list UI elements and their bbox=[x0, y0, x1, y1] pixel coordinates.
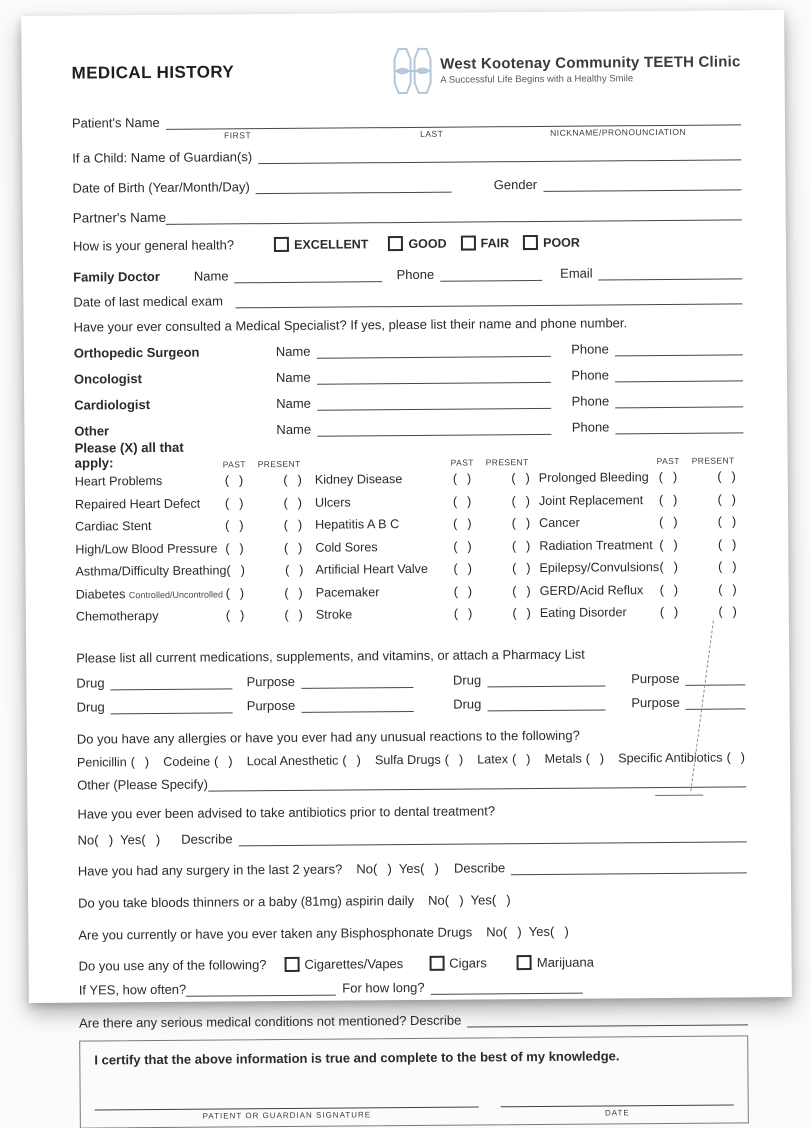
condition-label: Asthma/Difficulty Breathing bbox=[75, 564, 226, 579]
allergies-question: Do you have any allergies or have you ever had any unusual reactions to the following? bbox=[77, 727, 580, 746]
condition-hepatitis bbox=[315, 512, 531, 536]
past-present-marks bbox=[659, 492, 737, 507]
cigars-label: Cigars bbox=[449, 955, 487, 970]
condition-label: Pacemaker bbox=[316, 584, 454, 599]
allergy-mark[interactable]: ( ) bbox=[342, 753, 361, 767]
drug-line[interactable] bbox=[487, 696, 605, 711]
phone-label: Phone bbox=[571, 367, 609, 382]
bisphosphonate-row bbox=[78, 922, 747, 942]
purpose-label: Purpose bbox=[246, 673, 295, 688]
condition-pacemaker bbox=[316, 580, 532, 604]
gender-line[interactable] bbox=[543, 176, 741, 192]
conditions-column-1 bbox=[75, 449, 304, 628]
past-mark[interactable]: ( ) bbox=[659, 560, 679, 574]
medical-history-form-page bbox=[21, 10, 792, 1003]
past-mark[interactable]: ( ) bbox=[225, 474, 244, 488]
condition-blood-pressure bbox=[75, 536, 303, 560]
past-present-marks bbox=[659, 515, 737, 530]
frequency-row bbox=[79, 977, 748, 997]
condition-label: Epilepsy/Convulsions bbox=[539, 560, 659, 575]
other-specialist-label: Other bbox=[74, 422, 256, 438]
present-mark[interactable]: ( ) bbox=[512, 561, 531, 575]
condition-label: Radiation Treatment bbox=[539, 538, 659, 553]
present-mark[interactable]: ( ) bbox=[512, 606, 532, 620]
date-line[interactable] bbox=[501, 1092, 734, 1107]
dob-label: Date of Birth (Year/Month/Day) bbox=[72, 179, 249, 195]
health-option-fair bbox=[461, 235, 510, 250]
condition-label: Eating Disorder bbox=[540, 605, 660, 620]
condition-label: Stroke bbox=[316, 607, 454, 622]
general-health-question: How is your general health? bbox=[73, 237, 234, 253]
present-mark[interactable]: ( ) bbox=[511, 471, 530, 485]
page-title: MEDICAL HISTORY bbox=[72, 62, 235, 83]
condition-ulcers bbox=[315, 490, 531, 514]
drug-label: Drug bbox=[77, 699, 105, 714]
condition-label: Chemotherapy bbox=[76, 609, 226, 624]
other-name-line[interactable] bbox=[317, 421, 552, 437]
past-mark[interactable]: ( ) bbox=[659, 493, 679, 507]
drug-label: Drug bbox=[453, 672, 481, 687]
present-mark[interactable]: ( ) bbox=[285, 563, 304, 577]
clinic-name: West Kootenay Community TEETH Clinic bbox=[440, 53, 740, 72]
past-mark[interactable]: ( ) bbox=[226, 586, 245, 600]
partner-name-label: Partner's Name bbox=[73, 210, 166, 226]
allergy-label: Metals bbox=[545, 751, 582, 765]
past-present-marks bbox=[454, 584, 532, 599]
condition-kidney-disease bbox=[315, 467, 531, 491]
allergy-items-row bbox=[77, 750, 746, 769]
specialist-row-cardiologist bbox=[74, 392, 743, 412]
present-mark[interactable]: ( ) bbox=[284, 496, 304, 510]
present-mark[interactable]: ( ) bbox=[284, 586, 304, 600]
name-label: Name bbox=[276, 370, 311, 385]
medication-row-2 bbox=[77, 694, 746, 714]
condition-cardiac-stent bbox=[75, 514, 303, 538]
condition-label: Heart Problems bbox=[75, 474, 225, 489]
drug-line[interactable] bbox=[487, 672, 605, 687]
teeth-logo-icon bbox=[392, 47, 432, 95]
fd-name-label: Name bbox=[194, 268, 229, 283]
signature-label: PATIENT OR GUARDIAN SIGNATURE bbox=[95, 1109, 479, 1121]
past-present-header bbox=[223, 459, 303, 470]
present-mark[interactable]: ( ) bbox=[718, 492, 738, 506]
guardian-line[interactable] bbox=[258, 146, 741, 164]
present-label: PRESENT bbox=[692, 455, 735, 465]
yes-mark[interactable]: ( ) bbox=[141, 831, 161, 846]
condition-label: GERD/Acid Reflux bbox=[540, 583, 660, 598]
bisphosphonate-question: Are you currently or have you ever taken any Bisphosphonate Drugs bbox=[78, 924, 472, 942]
certification-box bbox=[79, 1035, 749, 1128]
poor-checkbox[interactable] bbox=[523, 235, 538, 250]
no-mark[interactable]: ( ) bbox=[503, 924, 523, 939]
past-present-marks bbox=[453, 471, 531, 486]
clinic-brand bbox=[392, 44, 741, 95]
fd-name-line[interactable] bbox=[235, 268, 383, 283]
allergy-penicillin bbox=[77, 755, 150, 770]
allergy-label: Codeine bbox=[163, 754, 210, 768]
condition-stroke bbox=[316, 602, 532, 626]
blood-thinners-row bbox=[78, 890, 747, 910]
marijuana-label: Marijuana bbox=[537, 954, 594, 969]
past-present-marks bbox=[659, 560, 737, 575]
serious-conditions-question: Are there any serious medical conditions not mentioned? Describe bbox=[79, 1012, 461, 1030]
past-label: PAST bbox=[657, 456, 680, 466]
condition-cold-sores bbox=[315, 535, 531, 559]
guardian-row bbox=[72, 145, 741, 165]
excellent-checkbox[interactable] bbox=[274, 237, 289, 252]
past-present-marks bbox=[659, 537, 737, 552]
no-mark[interactable]: ( ) bbox=[94, 832, 114, 847]
fd-phone-label: Phone bbox=[396, 267, 434, 282]
tobacco-option-marijuana bbox=[517, 954, 594, 970]
yes-mark[interactable]: ( ) bbox=[420, 860, 440, 875]
condition-artificial-heart-valve bbox=[315, 557, 531, 581]
yes-mark[interactable]: ( ) bbox=[550, 923, 570, 938]
specialist-row-orthopedic bbox=[74, 340, 743, 360]
condition-label: Artificial Heart Valve bbox=[315, 562, 453, 577]
describe-label: Describe bbox=[181, 831, 232, 846]
condition-asthma bbox=[75, 559, 303, 583]
allergy-label: Local Anesthetic bbox=[247, 753, 339, 768]
condition-label: Hepatitis A B C bbox=[315, 517, 453, 532]
allergies-question-row bbox=[77, 726, 746, 746]
allergy-other-row bbox=[77, 772, 746, 792]
past-present-marks bbox=[225, 496, 303, 511]
purpose-line[interactable] bbox=[301, 673, 413, 688]
form-header bbox=[71, 44, 740, 97]
allergy-label: Latex bbox=[477, 752, 508, 766]
present-mark[interactable]: ( ) bbox=[283, 473, 302, 487]
how-often-line[interactable] bbox=[186, 981, 336, 996]
partner-name-line[interactable] bbox=[166, 206, 742, 225]
family-doctor-label: Family Doctor bbox=[73, 269, 160, 285]
certification-statement: I certify that the above information is true and complete to the best of my knowledge. bbox=[94, 1047, 733, 1067]
past-mark[interactable]: ( ) bbox=[659, 538, 679, 552]
past-mark[interactable]: ( ) bbox=[225, 519, 244, 533]
purpose-line[interactable] bbox=[301, 697, 413, 712]
past-mark[interactable]: ( ) bbox=[453, 494, 472, 508]
present-label: PRESENT bbox=[258, 459, 301, 469]
past-present-header bbox=[451, 457, 531, 468]
last-exam-row bbox=[73, 289, 742, 309]
fd-email-label: Email bbox=[560, 266, 593, 281]
past-present-marks bbox=[225, 541, 303, 556]
orthopedic-phone-line[interactable] bbox=[615, 341, 743, 356]
condition-cancer bbox=[539, 510, 737, 534]
present-mark[interactable]: ( ) bbox=[718, 560, 737, 574]
condition-heart-problems bbox=[75, 469, 303, 493]
condition-label: Ulcers bbox=[315, 494, 453, 509]
serious-conditions-row bbox=[79, 1010, 748, 1030]
allergy-mark[interactable]: ( ) bbox=[726, 750, 746, 764]
clinic-text bbox=[440, 53, 741, 85]
past-present-marks bbox=[225, 518, 303, 533]
drug-label: Drug bbox=[453, 696, 481, 711]
past-mark[interactable]: ( ) bbox=[225, 541, 244, 555]
surgery-row bbox=[78, 858, 747, 878]
cigarettes-checkbox[interactable] bbox=[284, 956, 299, 971]
yes-label: Yes bbox=[399, 860, 420, 875]
purpose-label: Purpose bbox=[631, 670, 680, 685]
general-health-row bbox=[73, 233, 742, 253]
yes-mark[interactable]: ( ) bbox=[492, 892, 512, 907]
past-mark[interactable]: ( ) bbox=[226, 564, 245, 578]
health-option-excellent bbox=[274, 236, 368, 252]
health-option-poor bbox=[523, 235, 580, 250]
purpose-label: Purpose bbox=[247, 697, 296, 712]
past-present-marks bbox=[453, 494, 531, 509]
antibiotics-question-row bbox=[77, 801, 746, 821]
past-mark[interactable]: ( ) bbox=[659, 470, 679, 484]
oncologist-name-line[interactable] bbox=[317, 369, 552, 385]
health-option-good bbox=[388, 236, 446, 251]
past-label: PAST bbox=[451, 457, 474, 467]
antibiotics-question: Have you ever been advised to take antibiotics prior to dental treatment? bbox=[77, 803, 495, 821]
allergy-specific-antibiotics bbox=[618, 750, 746, 765]
phone-label: Phone bbox=[571, 341, 609, 356]
sublabel-last: LAST bbox=[420, 129, 443, 139]
condition-label: Repaired Heart Defect bbox=[75, 496, 225, 511]
cardiologist-label: Cardiologist bbox=[74, 396, 256, 412]
condition-radiation-treatment bbox=[539, 533, 737, 557]
past-mark[interactable]: ( ) bbox=[225, 496, 244, 510]
condition-label: Cancer bbox=[539, 515, 659, 530]
condition-label: Diabetes Controlled/Uncontrolled bbox=[76, 586, 226, 601]
specialist-question: Have your ever consulted a Medical Specialist? If yes, please list their name and phone number. bbox=[74, 315, 628, 334]
tobacco-row bbox=[79, 953, 748, 973]
tobacco-option-cigarettes bbox=[284, 956, 403, 972]
present-mark[interactable]: ( ) bbox=[512, 539, 531, 553]
yes-label: Yes bbox=[120, 832, 141, 847]
name-label: Name bbox=[276, 422, 311, 437]
present-mark[interactable]: ( ) bbox=[284, 541, 304, 555]
scan-artifact-stray-mark bbox=[655, 795, 703, 796]
name-label: Name bbox=[276, 396, 311, 411]
antibiotics-answer-row bbox=[78, 827, 747, 847]
allergy-label: Penicillin bbox=[77, 755, 127, 769]
allergy-latex bbox=[477, 752, 531, 766]
cardiologist-name-line[interactable] bbox=[317, 395, 552, 411]
medications-intro-row bbox=[76, 645, 745, 665]
specialist-question-row bbox=[74, 314, 743, 334]
last-exam-line[interactable] bbox=[235, 290, 743, 308]
present-mark[interactable]: ( ) bbox=[512, 494, 532, 508]
surgery-question: Have you had any surgery in the last 2 years? bbox=[78, 861, 343, 878]
condition-label: Cardiac Stent bbox=[75, 519, 225, 534]
cigarettes-label: Cigarettes/Vapes bbox=[304, 956, 403, 972]
excellent-label: EXCELLENT bbox=[294, 237, 368, 252]
present-mark[interactable]: ( ) bbox=[718, 515, 738, 529]
diabetes-note: Controlled/Uncontrolled bbox=[129, 589, 223, 600]
phone-label: Phone bbox=[572, 419, 610, 434]
specialist-row-other bbox=[74, 418, 743, 438]
conditions-heading: Please (X) all that apply: bbox=[74, 439, 222, 470]
medication-row-1 bbox=[76, 670, 745, 690]
phone-label: Phone bbox=[572, 393, 610, 408]
allergy-mark[interactable]: ( ) bbox=[512, 752, 531, 766]
oncologist-label: Oncologist bbox=[74, 370, 256, 386]
poor-label: POOR bbox=[543, 235, 580, 249]
past-present-marks bbox=[453, 539, 531, 554]
partner-row bbox=[73, 205, 742, 225]
tobacco-question: Do you use any of the following? bbox=[79, 957, 267, 973]
dob-gender-row bbox=[72, 175, 741, 195]
surgery-describe-line[interactable] bbox=[511, 859, 747, 875]
condition-epilepsy bbox=[539, 555, 737, 579]
drug-line[interactable] bbox=[111, 699, 233, 714]
past-mark[interactable]: ( ) bbox=[659, 515, 678, 529]
medications-intro: Please list all current medications, supplements, and vitamins, or attach a Pharmacy List bbox=[76, 646, 585, 665]
allergy-sulfa-drugs bbox=[375, 752, 464, 767]
marijuana-checkbox[interactable] bbox=[517, 955, 532, 970]
condition-prolonged-bleeding bbox=[539, 465, 737, 489]
gender-label: Gender bbox=[494, 177, 537, 192]
allergy-other-line[interactable] bbox=[208, 773, 746, 791]
past-present-marks bbox=[226, 586, 304, 601]
no-label: No bbox=[78, 832, 95, 847]
past-mark[interactable]: ( ) bbox=[453, 472, 472, 486]
how-long-label: For how long? bbox=[342, 979, 425, 995]
condition-gerd bbox=[540, 578, 738, 602]
patient-name-label: Patient's Name bbox=[72, 115, 160, 131]
past-mark[interactable]: ( ) bbox=[453, 517, 472, 531]
yes-label: Yes bbox=[471, 892, 492, 907]
present-mark[interactable]: ( ) bbox=[512, 516, 532, 530]
present-mark[interactable]: ( ) bbox=[717, 470, 736, 484]
conditions-column-3 bbox=[533, 445, 738, 624]
family-doctor-row bbox=[73, 264, 742, 284]
no-label: No bbox=[356, 861, 373, 876]
no-label: No bbox=[486, 924, 503, 939]
cardiologist-phone-line[interactable] bbox=[615, 393, 743, 408]
conditions-column-2 bbox=[305, 447, 532, 626]
allergy-codeine bbox=[163, 754, 233, 769]
present-mark[interactable]: ( ) bbox=[718, 582, 738, 596]
condition-label: Joint Replacement bbox=[539, 493, 659, 508]
allergy-mark[interactable]: ( ) bbox=[445, 752, 464, 766]
dob-line[interactable] bbox=[256, 179, 452, 195]
allergy-label: Specific Antibiotics bbox=[618, 750, 722, 765]
no-mark[interactable]: ( ) bbox=[373, 861, 393, 876]
drug-line[interactable] bbox=[111, 675, 233, 690]
past-present-marks bbox=[226, 608, 304, 623]
fd-phone-line[interactable] bbox=[440, 267, 542, 282]
past-present-marks bbox=[454, 606, 532, 621]
past-present-marks bbox=[226, 563, 304, 578]
fd-email-line[interactable] bbox=[599, 265, 743, 280]
past-present-marks bbox=[659, 470, 737, 485]
past-mark[interactable]: ( ) bbox=[226, 609, 245, 623]
past-label: PAST bbox=[223, 459, 246, 469]
blood-thinners-question: Do you take bloods thinners or a baby (81mg) aspirin daily bbox=[78, 892, 414, 910]
purpose-line[interactable] bbox=[686, 671, 746, 685]
allergy-mark[interactable]: ( ) bbox=[214, 754, 233, 768]
purpose-line[interactable] bbox=[686, 695, 746, 709]
how-often-label: If YES, how often? bbox=[79, 981, 187, 997]
past-present-marks bbox=[660, 582, 738, 597]
fair-label: FAIR bbox=[481, 236, 510, 250]
guardian-label: If a Child: Name of Guardian(s) bbox=[72, 149, 252, 165]
yes-label: Yes bbox=[529, 923, 550, 938]
specialist-row-oncologist bbox=[74, 366, 743, 386]
tobacco-option-cigars bbox=[429, 955, 487, 970]
past-mark[interactable]: ( ) bbox=[660, 605, 679, 619]
allergy-mark[interactable]: ( ) bbox=[131, 755, 150, 769]
allergy-metals bbox=[545, 751, 606, 765]
last-exam-label: Date of last medical exam bbox=[73, 293, 223, 309]
present-mark[interactable]: ( ) bbox=[284, 608, 303, 622]
how-long-line[interactable] bbox=[431, 979, 583, 994]
serious-conditions-line[interactable] bbox=[467, 1011, 748, 1027]
condition-eating-disorder bbox=[540, 600, 738, 624]
past-present-marks bbox=[660, 605, 738, 620]
sublabel-first: FIRST bbox=[224, 130, 251, 140]
signature-line[interactable] bbox=[95, 1094, 479, 1110]
past-present-marks bbox=[225, 473, 303, 488]
past-mark[interactable]: ( ) bbox=[660, 583, 680, 597]
past-present-marks bbox=[453, 561, 531, 576]
past-mark[interactable]: ( ) bbox=[453, 562, 472, 576]
date-label: DATE bbox=[501, 1107, 734, 1118]
allergy-label: Sulfa Drugs bbox=[375, 752, 441, 767]
present-mark[interactable]: ( ) bbox=[284, 518, 303, 532]
condition-joint-replacement bbox=[539, 488, 737, 512]
cigars-checkbox[interactable] bbox=[429, 955, 444, 970]
clinic-tagline: A Successful Life Begins with a Healthy Smile bbox=[440, 72, 740, 85]
condition-repaired-heart-defect bbox=[75, 491, 303, 515]
purpose-label: Purpose bbox=[631, 694, 680, 709]
present-mark[interactable]: ( ) bbox=[718, 537, 738, 551]
good-checkbox[interactable] bbox=[388, 236, 403, 251]
no-mark[interactable]: ( ) bbox=[445, 892, 465, 907]
condition-label: High/Low Blood Pressure bbox=[75, 541, 225, 556]
name-label: Name bbox=[276, 344, 311, 359]
present-label: PRESENT bbox=[486, 457, 529, 467]
no-label: No bbox=[428, 892, 445, 907]
drug-label: Drug bbox=[76, 675, 104, 690]
oncologist-phone-line[interactable] bbox=[615, 367, 743, 382]
condition-label: Prolonged Bleeding bbox=[539, 470, 659, 485]
good-label: GOOD bbox=[408, 236, 446, 250]
past-mark[interactable]: ( ) bbox=[454, 607, 473, 621]
sublabel-nickname: NICKNAME/PRONOUNCIATION bbox=[550, 127, 686, 138]
orthopedic-name-line[interactable] bbox=[316, 343, 551, 359]
past-present-header bbox=[657, 455, 737, 466]
condition-label: Cold Sores bbox=[315, 539, 453, 554]
present-mark[interactable]: ( ) bbox=[512, 584, 532, 598]
past-present-marks bbox=[453, 516, 531, 531]
orthopedic-surgeon-label: Orthopedic Surgeon bbox=[74, 344, 256, 360]
other-phone-line[interactable] bbox=[615, 419, 743, 434]
allergy-local-anesthetic bbox=[247, 753, 362, 768]
condition-label: Kidney Disease bbox=[315, 472, 453, 487]
antibiotics-describe-line[interactable] bbox=[238, 828, 746, 846]
describe-label: Describe bbox=[454, 860, 505, 875]
fair-checkbox[interactable] bbox=[461, 235, 476, 250]
condition-chemotherapy bbox=[76, 604, 304, 628]
conditions-checklist bbox=[75, 445, 745, 628]
present-mark[interactable]: ( ) bbox=[718, 605, 738, 619]
allergy-other-label: Other (Please Specify) bbox=[77, 776, 208, 792]
condition-diabetes bbox=[76, 581, 304, 605]
past-mark[interactable]: ( ) bbox=[453, 539, 473, 553]
past-mark[interactable]: ( ) bbox=[454, 584, 474, 598]
allergy-mark[interactable]: ( ) bbox=[586, 751, 606, 765]
